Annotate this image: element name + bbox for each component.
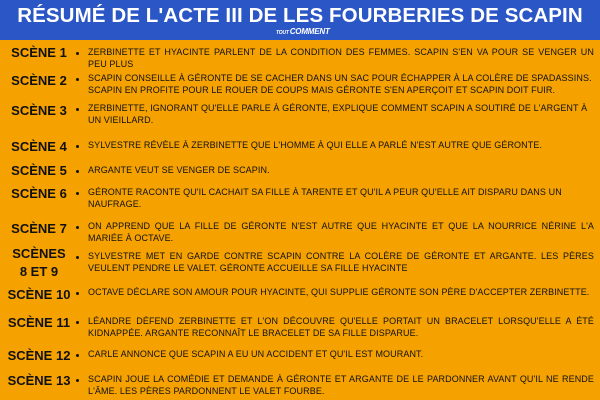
scene-label: SCÈNE 4 bbox=[11, 139, 67, 154]
bullet-icon bbox=[76, 52, 79, 55]
bullet-icon bbox=[76, 321, 79, 324]
scene-summary: SYLVESTRE MET EN GARDE CONTRE SCAPIN CONTRE LA COLÈRE DE GÉRONTE ET ARGANTE. LES PÈRES VEULENT PENDRE LE VALET. GÉRONTE ACCUEILLE SA FILLE HYACINTE bbox=[88, 251, 594, 273]
scene-label: SCÈNE 5 bbox=[11, 163, 67, 178]
scene-summary: ARGANTE VEUT SE VENGER DE SCAPIN. bbox=[88, 165, 270, 175]
scene-summary: CARLE ANNONCE QUE SCAPIN A EU UN ACCIDENT ET QU'IL EST MOURANT. bbox=[88, 349, 424, 359]
scene-summary: OCTAVE DÉCLARE SON AMOUR POUR HYACINTE, QUI SUPPLIE GÉRONTE SON PÈRE D'ACCEPTER ZERBINETTE. bbox=[88, 287, 590, 297]
scene-summary: SYLVESTRE RÉVÈLE À ZERBINETTE QUE L'HOMME À QUI ELLE A PARLÉ N'EST AUTRE QUE GÉRONTE. bbox=[88, 140, 543, 150]
bullet-icon bbox=[76, 379, 79, 382]
scene-summary: ZERBINETTE ET HYACINTE PARLENT DE LA CONDITION DES FEMMES. SCAPIN S'EN VA POUR SE VENGER UN PEU PLUS bbox=[88, 47, 594, 69]
bullet-icon bbox=[76, 108, 79, 111]
scene-summary: ZERBINETTE, IGNORANT QU'ELLE PARLE À GÉRONTE, EXPLIQUE COMMENT SCAPIN A SOUTIRÉ DE L'ARGENT À UN VIEILLARD. bbox=[88, 103, 588, 125]
scene-label: SCÈNE 13 bbox=[7, 373, 71, 388]
bullet-icon bbox=[76, 192, 79, 195]
page-title: RÉSUMÉ DE L'ACTE III DE LES FOURBERIES DE SCAPIN bbox=[17, 4, 583, 27]
scene-summary: ON APPREND QUE LA FILLE DE GÉRONTE N'EST AUTRE QUE HYACINTE ET QUE LA NOURRICE NÉRINE L'A MARIÉE À OCTAVE. bbox=[88, 221, 594, 243]
bullet-icon bbox=[76, 256, 79, 259]
scene-label: SCÈNE 3 bbox=[11, 103, 67, 118]
scene-label: SCÈNE 6 bbox=[11, 186, 67, 201]
bullet-icon bbox=[76, 78, 79, 81]
scene-label: SCÈNE 1 bbox=[11, 45, 67, 60]
scene-label-line2: 8 ET 9 bbox=[19, 264, 59, 279]
bullet-icon bbox=[76, 354, 79, 357]
brand-logo: TOUTCOMMENT bbox=[276, 27, 330, 36]
bullet-icon bbox=[76, 226, 79, 229]
bullet-icon bbox=[76, 292, 79, 295]
scene-label: SCÈNE 7 bbox=[11, 221, 67, 236]
scene-label: SCÈNE 10 bbox=[7, 287, 71, 302]
scene-summary: GÉRONTE RACONTE QU'IL CACHAIT SA FILLE À TARENTE ET QU'IL A PEUR QU'ELLE AIT DISPARU DANS UN NAUFRAGE. bbox=[88, 187, 562, 209]
header-bar bbox=[0, 0, 600, 40]
scene-summary: LÉANDRE DÉFEND ZERBINETTE ET L'ON DÉCOUVRE QU'ELLE PORTAIT UN BRACELET LORSQU'ELLE A ÉTÉ KIDNAPPÉE. ARGANTE RECONNAÎT LE BRACELET DE SA FILLE DISPARUE. bbox=[88, 316, 594, 338]
scene-label: SCÈNE 2 bbox=[11, 73, 67, 88]
scene-label: SCÈNE 11 bbox=[7, 315, 71, 330]
bullet-icon bbox=[76, 145, 79, 148]
bullet-icon bbox=[76, 170, 79, 173]
scene-label-line1: SCÈNES bbox=[12, 246, 66, 261]
scene-label: SCÈNE 12 bbox=[7, 348, 71, 363]
scene-summary: SCAPIN JOUE LA COMÉDIE ET DEMANDE À GÉRONTE ET ARGANTE DE LE PARDONNER AVANT QU'IL NE RENDE L'ÂME. LES PÈRES PARDONNENT LE VALET FOURBE. bbox=[88, 374, 594, 396]
scene-summary: SCAPIN CONSEILLE À GÉRONTE DE SE CACHER DANS UN SAC POUR ÉCHAPPER À LA COLÈRE DE SPADASSINS. SCAPIN EN PROFITE POUR LE ROUER DE COUPS MAIS GÉRONTE S'EN APERÇOIT ET SCAPIN DOIT FUIR. bbox=[88, 73, 592, 95]
